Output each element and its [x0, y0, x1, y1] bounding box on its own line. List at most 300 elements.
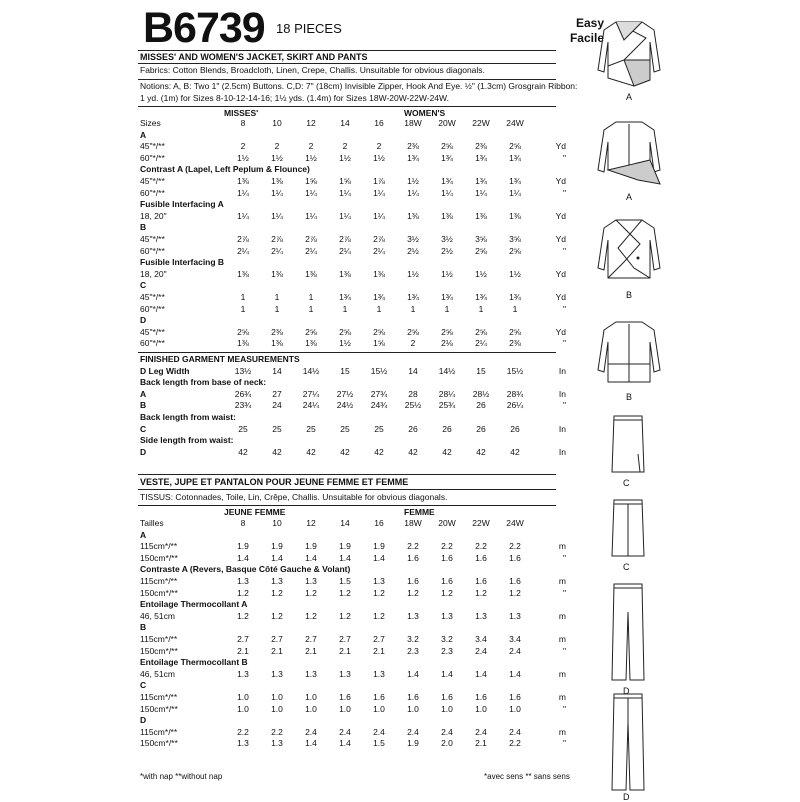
table-cell: 2.0	[441, 738, 453, 749]
table-cell: 2¼	[237, 245, 249, 256]
row-label: A	[140, 388, 147, 399]
table-cell: 1.2	[407, 587, 419, 598]
table-cell: 1¼	[509, 187, 521, 198]
table-cell: 1⅝	[305, 175, 317, 186]
table-row	[140, 646, 566, 658]
table-cell: 2⅝	[339, 326, 351, 337]
table-cell: 1¾	[407, 152, 419, 163]
size-header: 10	[272, 518, 282, 528]
sizes-row	[140, 118, 566, 130]
table-cell: 2¼	[271, 245, 283, 256]
table-cell: 1¼	[407, 187, 419, 198]
table-cell: 26	[476, 400, 486, 411]
table-cell: 2.1	[373, 645, 385, 656]
section-label: Fusible Interfacing B	[140, 257, 225, 268]
table-row	[140, 738, 566, 750]
divider	[138, 505, 556, 506]
table-cell: 42	[510, 446, 520, 457]
table-cell: 1	[240, 303, 246, 314]
table-cell: 2⅛	[441, 338, 453, 349]
table-row	[140, 727, 566, 739]
table-cell: 1¼	[339, 210, 351, 221]
section-label: Fusible Interfacing A	[140, 199, 224, 210]
table-cell: 1.0	[373, 703, 385, 714]
table-cell: 13½	[234, 365, 252, 376]
table-cell: 1⅜	[271, 338, 283, 349]
table-cell: 1	[308, 303, 314, 314]
figure-jacket-a-back	[594, 120, 664, 190]
table-row	[140, 269, 566, 281]
unit-header	[532, 518, 566, 530]
size-header: 20W	[438, 518, 456, 528]
table-cell: 1½	[407, 175, 419, 186]
table-cell: 26	[476, 423, 486, 434]
row-label: C	[140, 423, 147, 434]
table-cell: 42	[374, 446, 384, 457]
unit-cell: "	[562, 152, 566, 163]
size-header: 16	[374, 118, 384, 128]
notions-line-1: Notions: A, B: Two 1" (2.5cm) Buttons. C,D: 7" (18cm) Invisible Zipper, Hook And Eye. ½" (1.3cm) Grosgrain Ribbon:	[140, 81, 578, 91]
unit-cell: m	[558, 610, 566, 621]
table-cell: 1.3	[509, 610, 521, 621]
unit-cell: m	[558, 575, 566, 586]
size-header: 24W	[506, 118, 524, 128]
table-cell: 1¼	[271, 210, 283, 221]
table-cell: 1¾	[441, 291, 453, 302]
table-cell: 1	[512, 303, 518, 314]
table-cell: 2.4	[339, 726, 351, 737]
unit-cell: "	[562, 587, 566, 598]
table-cell: 2	[240, 141, 246, 152]
figure-label: B	[626, 290, 633, 300]
table-cell: 25	[238, 423, 248, 434]
divider	[138, 489, 556, 490]
table-cell: 1⅜	[407, 210, 419, 221]
size-header: 14	[340, 118, 350, 128]
table-cell: 1½	[441, 268, 453, 279]
section-row	[140, 315, 566, 327]
table-cell: 2½	[407, 245, 419, 256]
table-cell: 1.3	[475, 610, 487, 621]
table-cell: 1.3	[441, 610, 453, 621]
size-header: 14	[340, 518, 350, 528]
section-row	[140, 530, 566, 542]
divider	[138, 474, 556, 475]
section-row	[140, 164, 566, 176]
table-cell: 1.2	[237, 587, 249, 598]
section-row	[140, 377, 566, 389]
table-cell: 1.0	[237, 703, 249, 714]
pieces-count: 18 PIECES	[276, 21, 342, 36]
table-cell: 1.6	[339, 691, 351, 702]
table-cell: 1¾	[475, 175, 487, 186]
section-label: Contrast A (Lapel, Left Peplum & Flounce)	[140, 164, 310, 175]
table-cell: 1.0	[237, 691, 249, 702]
section-row	[140, 599, 566, 611]
table-row	[140, 576, 566, 588]
table-cell: 2.2	[271, 726, 283, 737]
table-cell: 1.6	[509, 691, 521, 702]
table-cell: 3½	[441, 233, 453, 244]
row-label: 115cm*/**	[140, 575, 178, 586]
table-cell: 1.6	[441, 691, 453, 702]
table-cell: 1.5	[339, 575, 351, 586]
table-cell: 2⅝	[441, 326, 453, 337]
size-header: 24W	[506, 518, 524, 528]
table-cell: 2.2	[407, 541, 419, 552]
size-header: 22W	[472, 518, 490, 528]
divider	[138, 352, 556, 353]
table-cell: 1.0	[271, 703, 283, 714]
table-cell: 1.6	[509, 552, 521, 563]
table-cell: 1.2	[271, 610, 283, 621]
table-cell: 1¼	[305, 210, 317, 221]
sizes-label: Tailles	[140, 518, 164, 528]
figure-pants-d-back	[608, 692, 648, 792]
table-cell: 1.9	[373, 541, 385, 552]
table-cell: 1½	[339, 152, 351, 163]
figure-skirt-c-front	[608, 414, 648, 474]
row-label: 115cm*/**	[140, 633, 178, 644]
table-row	[140, 692, 566, 704]
table-cell: 24½	[336, 400, 354, 411]
table-row	[140, 400, 566, 412]
table-cell: 2.7	[373, 633, 385, 644]
unit-cell: m	[558, 668, 566, 679]
table-cell: 25	[306, 423, 316, 434]
table-row	[140, 211, 566, 223]
unit-cell: "	[562, 703, 566, 714]
measurements-title-row	[140, 354, 566, 366]
table-cell: 1.0	[271, 691, 283, 702]
figure-label: C	[623, 562, 630, 572]
section-row	[140, 435, 566, 447]
section-label: Back length from base of neck:	[140, 377, 267, 388]
table-cell: 1½	[407, 268, 419, 279]
measurements-table	[140, 354, 566, 458]
table-cell: 2	[308, 141, 314, 152]
table-cell: 2.2	[441, 541, 453, 552]
table-row	[140, 188, 566, 200]
table-cell: 1	[444, 303, 450, 314]
table-cell: 2.4	[441, 726, 453, 737]
table-cell: 2⅜	[407, 141, 419, 152]
table-cell: 1¼	[237, 210, 249, 221]
table-cell: 25	[374, 423, 384, 434]
figure-label: C	[623, 478, 630, 488]
table-cell: 1.4	[407, 668, 419, 679]
table-cell: 2.7	[237, 633, 249, 644]
table-cell: 24	[272, 400, 282, 411]
table-cell: 28	[408, 388, 418, 399]
table-cell: 1½	[237, 152, 249, 163]
table-cell: 42	[272, 446, 282, 457]
table-cell: 1.3	[407, 610, 419, 621]
table-cell: 25½	[404, 400, 422, 411]
table-row	[140, 141, 566, 153]
table-row	[140, 611, 566, 623]
figure-label: B	[626, 392, 633, 402]
row-label: B	[140, 400, 147, 411]
table-cell: 1.0	[475, 703, 487, 714]
table-cell: 1	[274, 303, 280, 314]
row-label: 60"*/**	[140, 338, 165, 349]
table-cell: 1¼	[441, 187, 453, 198]
footnote-en: *with nap **without nap	[140, 772, 223, 781]
title-en: MISSES' AND WOMEN'S JACKET, SKIRT AND PANTS	[140, 52, 368, 62]
row-label: 150cm*/**	[140, 587, 178, 598]
table-cell: 2¼	[373, 245, 385, 256]
table-cell: 1⅜	[373, 268, 385, 279]
table-cell: 1.3	[373, 575, 385, 586]
size-header: 8	[240, 118, 246, 128]
table-cell: 2	[274, 141, 280, 152]
table-cell: 1.5	[373, 738, 385, 749]
table-cell: 1¾	[475, 152, 487, 163]
table-cell: 1.0	[339, 703, 351, 714]
table-cell: 1.3	[237, 575, 249, 586]
difficulty-en: Easy	[575, 16, 604, 30]
table-cell: 1½	[339, 338, 351, 349]
row-label: 150cm*/**	[140, 645, 178, 656]
table-cell: 2⅝	[509, 245, 521, 256]
table-cell: 1⅞	[373, 175, 385, 186]
table-cell: 2.4	[475, 726, 487, 737]
table-row	[140, 634, 566, 646]
table-cell: 2⅝	[237, 326, 249, 337]
table-cell: 2⅝	[509, 141, 521, 152]
table-cell: 1.2	[305, 587, 317, 598]
section-row	[140, 130, 566, 142]
unit-cell: Yd	[555, 233, 566, 244]
table-cell: 2.7	[305, 633, 317, 644]
table-cell: 2⅝	[509, 326, 521, 337]
size-header: 18W	[404, 118, 422, 128]
unit-cell: Yd	[555, 291, 566, 302]
table-cell: 1.6	[373, 691, 385, 702]
table-cell: 2.2	[509, 738, 521, 749]
table-cell: 1⅜	[237, 338, 249, 349]
table-row	[140, 304, 566, 316]
section-row	[140, 199, 566, 211]
table-cell: 15½	[370, 365, 388, 376]
difficulty-fr: Facile	[569, 31, 604, 45]
table-cell: 1.2	[339, 610, 351, 621]
sizes-label: Sizes	[140, 118, 161, 128]
table-cell: 2⅝	[475, 326, 487, 337]
unit-cell: In	[558, 446, 566, 457]
table-row	[140, 389, 566, 401]
size-header: 10	[272, 118, 282, 128]
table-row	[140, 366, 566, 378]
table-cell: 1⅜	[305, 338, 317, 349]
table-cell: 1¾	[509, 175, 521, 186]
table-row	[140, 153, 566, 165]
section-label: D	[140, 315, 147, 326]
table-cell: 2.2	[237, 726, 249, 737]
table-cell: 2.4	[407, 726, 419, 737]
table-cell: 1.9	[339, 541, 351, 552]
table-cell: 3.4	[509, 633, 521, 644]
table-cell: 1¾	[509, 291, 521, 302]
unit-cell: m	[558, 633, 566, 644]
table-cell: 2.4	[373, 726, 385, 737]
table-cell: 1	[376, 303, 382, 314]
figure-label: A	[626, 192, 633, 202]
table-cell: 2.2	[475, 541, 487, 552]
table-cell: 1.3	[237, 668, 249, 679]
table-cell: 1¼	[373, 210, 385, 221]
table-row	[140, 327, 566, 339]
table-cell: 2.3	[407, 645, 419, 656]
table-cell: 1¼	[339, 187, 351, 198]
table-cell: 1.3	[271, 738, 283, 749]
table-cell: 42	[306, 446, 316, 457]
table-cell: 1.2	[373, 587, 385, 598]
unit-cell: "	[562, 338, 566, 349]
table-row	[140, 424, 566, 436]
table-cell: 3⅝	[509, 233, 521, 244]
table-cell: 1.6	[407, 552, 419, 563]
table-cell: 1⅝	[373, 338, 385, 349]
unit-cell: "	[562, 738, 566, 749]
table-cell: 1¼	[271, 187, 283, 198]
size-header: 18W	[404, 518, 422, 528]
table-cell: 2⅞	[339, 233, 351, 244]
table-cell: 2⅜	[509, 338, 521, 349]
table-cell: 1.6	[509, 575, 521, 586]
table-cell: 2.4	[509, 645, 521, 656]
figure-skirt-c-back	[608, 498, 648, 558]
figure-label: A	[626, 92, 633, 102]
table-cell: 1.4	[305, 552, 317, 563]
table-cell: 1⅝	[339, 175, 351, 186]
table-cell: 24¾	[370, 400, 388, 411]
table-cell: 2⅞	[373, 233, 385, 244]
table-cell: 1.6	[475, 691, 487, 702]
size-header: 8	[240, 518, 246, 528]
table-cell: 2.1	[271, 645, 283, 656]
table-cell: 24¼	[302, 400, 320, 411]
divider	[138, 50, 556, 51]
row-label: 45"*/**	[140, 141, 165, 152]
row-label: 115cm*/**	[140, 541, 178, 552]
table-cell: 1.0	[305, 691, 317, 702]
table-cell: 3⅝	[475, 233, 487, 244]
section-row	[140, 412, 566, 424]
table-cell: 42	[476, 446, 486, 457]
row-label: 115cm*/**	[140, 726, 178, 737]
table-row	[140, 447, 566, 459]
row-label: 18, 20"	[140, 268, 167, 279]
table-cell: 25¾	[438, 400, 456, 411]
section-row	[140, 280, 566, 292]
fabrics-en: Fabrics: Cotton Blends, Broadcloth, Linen, Crepe, Challis. Unsuitable for obvious diagonals.	[140, 65, 485, 75]
section-row	[140, 222, 566, 234]
row-label: D	[140, 446, 147, 457]
table-cell: 1.3	[373, 668, 385, 679]
table-cell: 1.4	[305, 738, 317, 749]
table-cell: 1⅜	[305, 268, 317, 279]
table-cell: 1¾	[373, 291, 385, 302]
table-cell: 1.4	[441, 668, 453, 679]
table-cell: 3½	[407, 233, 419, 244]
table-cell: 1⅜	[475, 210, 487, 221]
table-cell: 1¾	[441, 152, 453, 163]
sizes-row	[140, 518, 566, 530]
table-cell: 1.4	[339, 552, 351, 563]
table-cell: 14	[272, 365, 282, 376]
table-cell: 1½	[373, 152, 385, 163]
table-cell: 1.6	[475, 552, 487, 563]
table-cell: 26	[408, 423, 418, 434]
table-cell: 1⅜	[441, 210, 453, 221]
table-row	[140, 669, 566, 681]
table-cell: 1.3	[305, 668, 317, 679]
table-cell: 2¼	[305, 245, 317, 256]
section-row	[140, 715, 566, 727]
table-cell: 1¾	[407, 291, 419, 302]
table-cell: 1.2	[373, 610, 385, 621]
table-cell: 1.2	[509, 587, 521, 598]
table-cell: 2.7	[339, 633, 351, 644]
table-cell: 1.3	[237, 738, 249, 749]
divider	[138, 79, 556, 80]
table-cell: 1.9	[305, 541, 317, 552]
table-cell: 1.6	[407, 575, 419, 586]
table-cell: 1.0	[407, 703, 419, 714]
table-cell: 42	[238, 446, 248, 457]
table-cell: 25	[272, 423, 282, 434]
table-cell: 28½	[472, 388, 490, 399]
table-cell: 28¼	[438, 388, 456, 399]
table-cell: 2⅞	[237, 233, 249, 244]
unit-cell: In	[558, 423, 566, 434]
row-label: 45"*/**	[140, 175, 165, 186]
table-cell: 1.2	[305, 610, 317, 621]
table-cell: 3.2	[441, 633, 453, 644]
row-label: 60"*/**	[140, 303, 165, 314]
table-cell: 1.2	[339, 587, 351, 598]
notions-line-2: 1 yd. (1m) for Sizes 8-10-12-14-16; 1½ yds. (1.4m) for Sizes 18W-20W-22W-24W.	[140, 92, 449, 103]
table-cell: 26¾	[234, 388, 252, 399]
table-cell: 2⅝	[475, 245, 487, 256]
table-cell: 1.4	[339, 738, 351, 749]
table-cell: 14½	[302, 365, 320, 376]
table-cell: 1⅜	[339, 268, 351, 279]
table-cell: 1.0	[509, 703, 521, 714]
title-fr: VESTE, JUPE ET PANTALON POUR JEUNE FEMME ET FEMME	[140, 477, 409, 487]
table-cell: 26	[510, 423, 520, 434]
unit-cell: m	[558, 726, 566, 737]
row-label: 45"*/**	[140, 233, 165, 244]
unit-cell: Yd	[555, 175, 566, 186]
row-label: 46, 51cm	[140, 668, 175, 679]
table-cell: 2.1	[339, 645, 351, 656]
table-cell: 1.2	[441, 587, 453, 598]
unit-header	[532, 118, 566, 130]
figure-jacket-b-back	[594, 320, 664, 390]
unit-cell: "	[562, 552, 566, 563]
table-cell: 2½	[441, 245, 453, 256]
table-cell: 1¼	[475, 187, 487, 198]
divider	[138, 106, 556, 107]
table-cell: 1¾	[509, 152, 521, 163]
table-cell: 14½	[438, 365, 456, 376]
table-cell: 1	[342, 303, 348, 314]
size-header: 16	[374, 518, 384, 528]
table-cell: 1⅜	[271, 268, 283, 279]
